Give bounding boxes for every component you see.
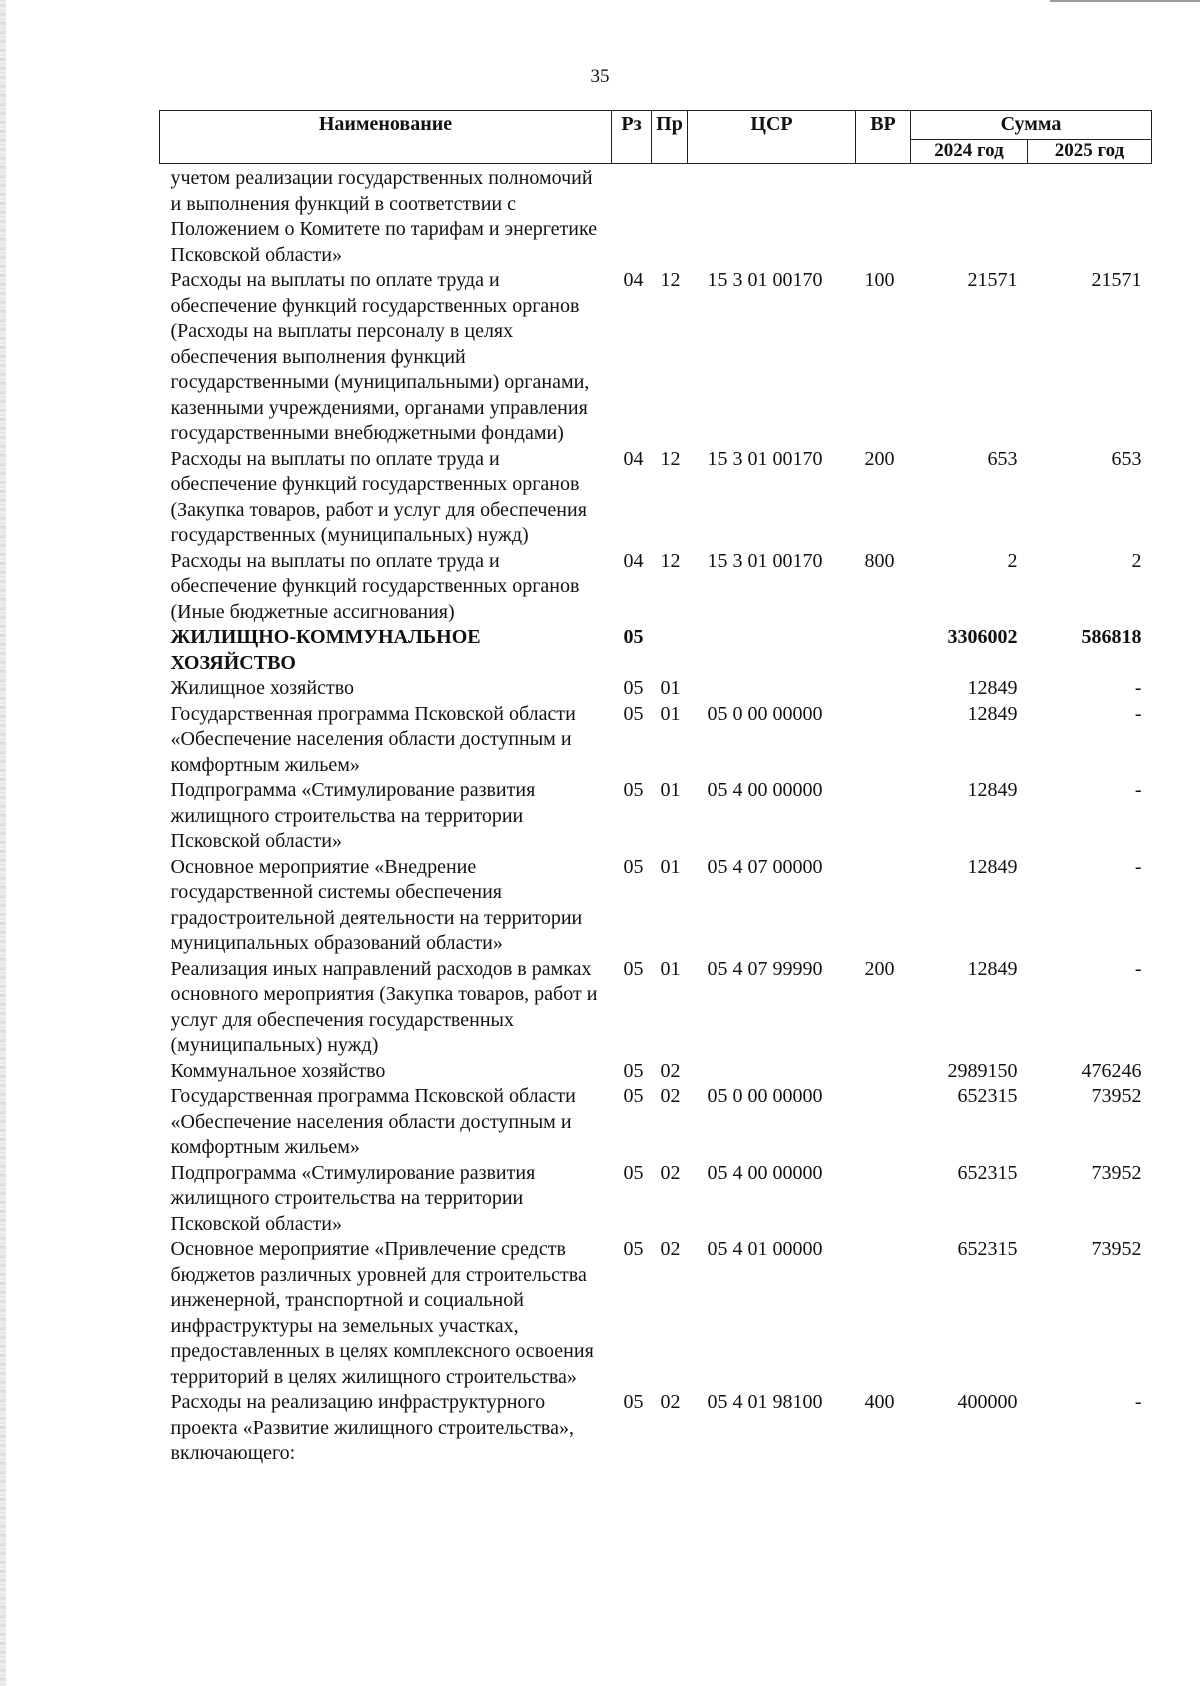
row-vr: [856, 1059, 911, 1085]
row-rz: 05: [623, 702, 644, 725]
row-sum-2025: -: [1134, 702, 1142, 725]
row-sum-2024: 12849: [967, 855, 1018, 878]
row-sum-2024: 12849: [967, 779, 1018, 801]
row-vr: [856, 778, 911, 855]
row-sum-2024: 652315: [957, 1238, 1018, 1260]
row-sum-2025: 73952: [1091, 1238, 1142, 1260]
row-pr: 01: [660, 702, 681, 725]
row-rz: 04: [623, 549, 644, 572]
row-sum-2024: 12849: [967, 677, 1018, 699]
table-body: [160, 164, 1152, 1467]
row-sum-2024: 12849: [967, 702, 1018, 725]
row-name: Коммунальное хозяйство: [170, 1059, 386, 1082]
row-pr: 12: [660, 447, 681, 470]
header-year-2025: 2025 год: [1028, 140, 1152, 164]
row-csr: [688, 676, 856, 702]
row-sum-2025: -: [1134, 1391, 1142, 1413]
row-vr: 100: [864, 269, 895, 291]
row-name: Основное мероприятие «Внедрение государственной системы обеспечения градостроительной деятельности на территории муниципальных образований области»: [170, 855, 583, 954]
row-pr: 02: [660, 1085, 681, 1107]
row-pr: [652, 164, 688, 269]
row-rz: 05: [623, 1161, 644, 1184]
row-rz: 05: [623, 1391, 644, 1413]
row-sum-2025: -: [1134, 855, 1142, 878]
row-rz: 05: [623, 779, 644, 801]
row-sum-2025: 2: [1131, 549, 1142, 572]
row-csr: [688, 625, 856, 676]
header-pr: Пр: [652, 111, 688, 164]
row-csr: 15 3 01 00170: [707, 269, 823, 291]
row-csr: 05 4 01 98100: [707, 1391, 823, 1413]
table-row: [160, 164, 1152, 269]
header-rz: Рз: [612, 111, 652, 164]
row-name: Расходы на реализацию инфраструктурного проекта «Развитие жилищного строительства», включающего:: [170, 1391, 574, 1464]
row-csr: 05 4 01 00000: [707, 1238, 823, 1260]
row-vr: 400: [864, 1391, 895, 1413]
row-vr: [856, 1237, 911, 1390]
row-csr: 15 3 01 00170: [707, 447, 823, 470]
table-row: [160, 1161, 1152, 1238]
row-sum-2025: 73952: [1091, 1161, 1142, 1184]
table-row: [160, 1237, 1152, 1390]
row-rz: 05: [623, 1085, 644, 1107]
row-vr: [856, 855, 911, 957]
row-csr: [688, 164, 856, 269]
row-name: Расходы на выплаты по оплате труда и обеспечение функций государственных органов (Иные бюджетные ассигнования): [170, 549, 580, 623]
row-name: Государственная программа Псковской области «Обеспечение населения области доступным и комфортным жильем»: [170, 1085, 576, 1158]
row-sum-2025: 476246: [1081, 1059, 1142, 1082]
row-csr: 05 4 00 00000: [707, 779, 823, 801]
row-csr: 15 3 01 00170: [707, 549, 823, 572]
row-csr: 05 0 00 00000: [707, 702, 823, 725]
row-sum-2025: 653: [1111, 447, 1142, 470]
row-sum-2024: 12849: [967, 957, 1018, 980]
row-pr: [652, 625, 688, 676]
row-name: Реализация иных направлений расходов в рамках основного мероприятия (Закупка товаров, работ и услуг для обеспечения государственных (муниципальных) нужд): [170, 957, 598, 1056]
table-header: [160, 111, 1152, 164]
row-rz: 05: [623, 626, 644, 648]
row-sum-2025: -: [1134, 677, 1142, 699]
row-pr: 01: [660, 957, 681, 980]
page-number: 35: [590, 66, 610, 87]
row-pr: 02: [660, 1238, 681, 1260]
row-sum-2024: 652315: [957, 1085, 1018, 1107]
row-sum-2025: 21571: [1091, 269, 1142, 291]
row-name: Государственная программа Псковской области «Обеспечение населения области доступным и комфортным жильем»: [170, 702, 576, 776]
row-sum-2024: 3306002: [947, 626, 1018, 648]
table-row: [160, 1084, 1152, 1161]
table-row: [160, 625, 1152, 676]
row-vr: 200: [864, 447, 895, 470]
row-sum-2025: -: [1134, 779, 1142, 801]
header-year-2024: 2024 год: [911, 140, 1028, 164]
row-sum-2024: [911, 164, 1028, 269]
row-vr: [856, 164, 911, 269]
scan-line-artifact: [1050, 0, 1200, 2]
row-vr: [856, 676, 911, 702]
table-row: [160, 1390, 1152, 1467]
table-row: [160, 447, 1152, 549]
row-vr: [856, 702, 911, 779]
row-sum-2025: -: [1134, 957, 1142, 980]
header-csr: ЦСР: [688, 111, 856, 164]
row-name: Основное мероприятие «Привлечение средств бюджетов различных уровней для строительства инженерной, транспортной и социальной инфраструктуры на земельных участках, предоставленных в целях комплексного освоения территорий в целях жилищного строительства»: [170, 1238, 594, 1388]
row-pr: 02: [660, 1161, 681, 1184]
row-name: Жилищное хозяйство: [170, 677, 354, 699]
table-row: [160, 676, 1152, 702]
row-vr: 200: [864, 957, 895, 980]
row-rz: 05: [623, 1059, 644, 1082]
row-vr: 800: [864, 549, 895, 572]
row-pr: 12: [660, 269, 681, 291]
row-name: Подпрограмма «Стимулирование развития жилищного строительства на территории Псковской области»: [170, 779, 536, 852]
table-row: [160, 778, 1152, 855]
table-row: [160, 549, 1152, 626]
table-row: [160, 268, 1152, 447]
row-csr: [688, 1059, 856, 1085]
row-csr: 05 4 00 00000: [707, 1161, 823, 1184]
header-sum: Сумма: [911, 111, 1152, 140]
table-row: [160, 1059, 1152, 1085]
row-csr: 05 0 00 00000: [707, 1085, 823, 1107]
row-vr: [856, 1084, 911, 1161]
row-name: Расходы на выплаты по оплате труда и обеспечение функций государственных органов (Расходы на выплаты персоналу в целях обеспечения выполнения функций государственными (муниципальными) органами, казенными учреждениями, органами управления государственными внебюджетными фондами): [170, 269, 590, 444]
row-sum-2025: [1028, 164, 1152, 269]
row-name: ЖИЛИЩНО-КОММУНАЛЬНОЕ ХОЗЯЙСТВО: [170, 626, 481, 674]
row-sum-2025: 586818: [1081, 626, 1142, 648]
scan-edge-artifact: [0, 0, 6, 1686]
row-csr: 05 4 07 99990: [707, 957, 823, 980]
row-csr: 05 4 07 00000: [707, 855, 823, 878]
row-pr: 01: [660, 677, 681, 699]
row-vr: [856, 1161, 911, 1238]
row-rz: 04: [623, 447, 644, 470]
row-rz: 05: [623, 957, 644, 980]
row-pr: 02: [660, 1391, 681, 1413]
row-rz: 05: [623, 1238, 644, 1260]
row-pr: 01: [660, 855, 681, 878]
row-sum-2024: 400000: [957, 1391, 1018, 1413]
row-rz: [612, 164, 652, 269]
table-row: [160, 957, 1152, 1059]
table-row: [160, 702, 1152, 779]
row-name: Расходы на выплаты по оплате труда и обеспечение функций государственных органов (Закупка товаров, работ и услуг для обеспечения государственных (муниципальных) нужд): [170, 447, 587, 546]
row-sum-2025: 73952: [1091, 1085, 1142, 1107]
row-rz: 04: [623, 269, 644, 291]
row-pr: 12: [660, 549, 681, 572]
row-vr: [856, 625, 911, 676]
row-name: Подпрограмма «Стимулирование развития жилищного строительства на территории Псковской области»: [170, 1161, 536, 1235]
row-sum-2024: 2: [1007, 549, 1018, 572]
row-sum-2024: 2989150: [947, 1059, 1018, 1082]
row-rz: 05: [623, 855, 644, 878]
header-vr: ВР: [856, 111, 911, 164]
header-name: Наименование: [160, 111, 612, 164]
row-rz: 05: [623, 677, 644, 699]
row-sum-2024: 653: [987, 447, 1018, 470]
row-pr: 02: [660, 1059, 681, 1082]
row-sum-2024: 652315: [957, 1161, 1018, 1184]
table-row: [160, 855, 1152, 957]
row-sum-2024: 21571: [967, 269, 1018, 291]
budget-table: [159, 110, 1152, 1467]
row-name: учетом реализации государственных полномочий и выполнения функций в соответствии с Положением о Комитете по тарифам и энергетике Псковской области»: [170, 167, 598, 266]
row-pr: 01: [660, 779, 681, 801]
